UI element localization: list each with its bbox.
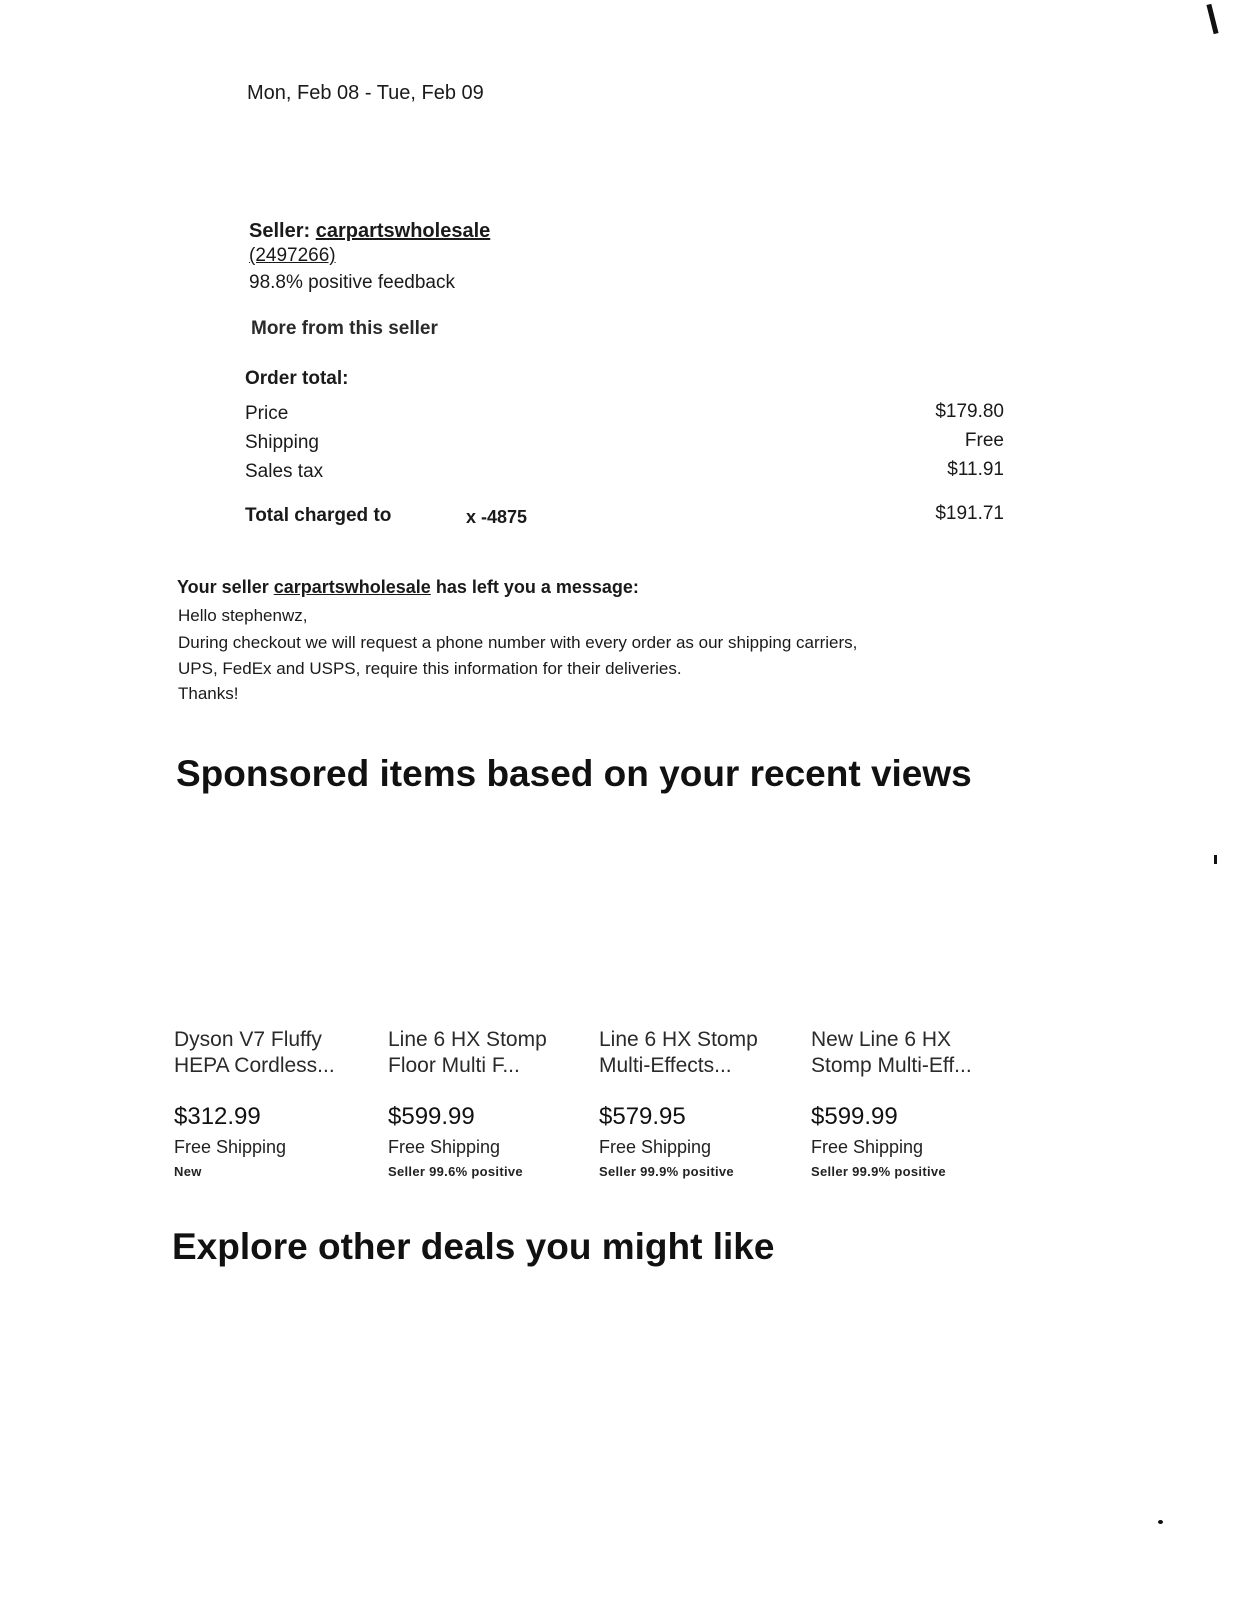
product-price: $312.99: [174, 1103, 261, 1130]
card-mask: x -4875: [466, 507, 528, 527]
sponsored-title: Sponsored items based on your recent views: [176, 753, 972, 794]
total-charged-value: $191.71: [935, 503, 1004, 524]
product-seller-rating: Seller 99.9% positive: [811, 1164, 946, 1179]
seller-message-intro: [177, 577, 639, 598]
seller-name-link[interactable]: carpartswholesale: [315, 220, 491, 242]
shipping-label: Shipping: [245, 432, 319, 453]
seller-id-link[interactable]: (2497266): [249, 245, 336, 266]
product-shipping: Free Shipping: [174, 1137, 287, 1157]
product-title[interactable]: Dyson V7 Fluffy HEPA Cordless...: [174, 1028, 335, 1077]
product-card[interactable]: [599, 1027, 799, 1179]
price-label: Price: [245, 403, 289, 424]
product-card[interactable]: [811, 1027, 1011, 1179]
message-closing: Thanks!: [178, 684, 239, 703]
message-body-line-2: UPS, FedEx and USPS, require this information for their deliveries.: [178, 659, 682, 678]
total-charged-label: Total charged to: [245, 505, 392, 526]
message-body-line-1: During checkout we will request a phone number with every order as our shipping carriers,: [178, 633, 858, 652]
product-price: $579.95: [599, 1103, 686, 1130]
product-shipping: Free Shipping: [388, 1137, 501, 1157]
shipping-value: Free: [964, 430, 1004, 451]
more-from-seller-link[interactable]: More from this seller: [251, 318, 438, 339]
product-title[interactable]: Line 6 HX Stomp Multi-Effects...: [599, 1028, 758, 1077]
message-intro-prefix: Your seller: [177, 577, 269, 597]
message-intro-suffix: has left you a message:: [435, 577, 639, 597]
message-seller-link[interactable]: carpartswholesale: [273, 577, 431, 597]
seller-prefix: Seller:: [249, 220, 311, 242]
order-total-heading: Order total:: [245, 368, 349, 389]
product-seller-rating: Seller 99.6% positive: [388, 1164, 523, 1179]
delivery-dates: Mon, Feb 08 - Tue, Feb 09: [247, 82, 484, 104]
product-card[interactable]: [174, 1027, 374, 1179]
product-title[interactable]: New Line 6 HX Stomp Multi-Eff...: [811, 1028, 972, 1077]
seller-feedback: 98.8% positive feedback: [249, 272, 455, 293]
price-value: $179.80: [935, 401, 1004, 422]
product-condition: New: [174, 1164, 202, 1179]
scan-mark: [1206, 4, 1218, 34]
product-shipping: Free Shipping: [599, 1137, 712, 1157]
product-price: $599.99: [811, 1103, 898, 1130]
scan-mark: [1214, 855, 1217, 864]
product-price: $599.99: [388, 1103, 475, 1130]
scan-mark: [1158, 1520, 1163, 1524]
product-shipping: Free Shipping: [811, 1137, 924, 1157]
product-seller-rating: Seller 99.9% positive: [599, 1164, 734, 1179]
product-title[interactable]: Line 6 HX Stomp Floor Multi F...: [388, 1028, 547, 1077]
message-greeting: Hello stephenwz,: [178, 606, 308, 625]
sales-tax-label: Sales tax: [245, 461, 324, 482]
product-card[interactable]: [388, 1027, 588, 1179]
seller-line: [249, 220, 490, 243]
explore-title: Explore other deals you might like: [172, 1226, 775, 1267]
sales-tax-value: $11.91: [947, 459, 1004, 480]
